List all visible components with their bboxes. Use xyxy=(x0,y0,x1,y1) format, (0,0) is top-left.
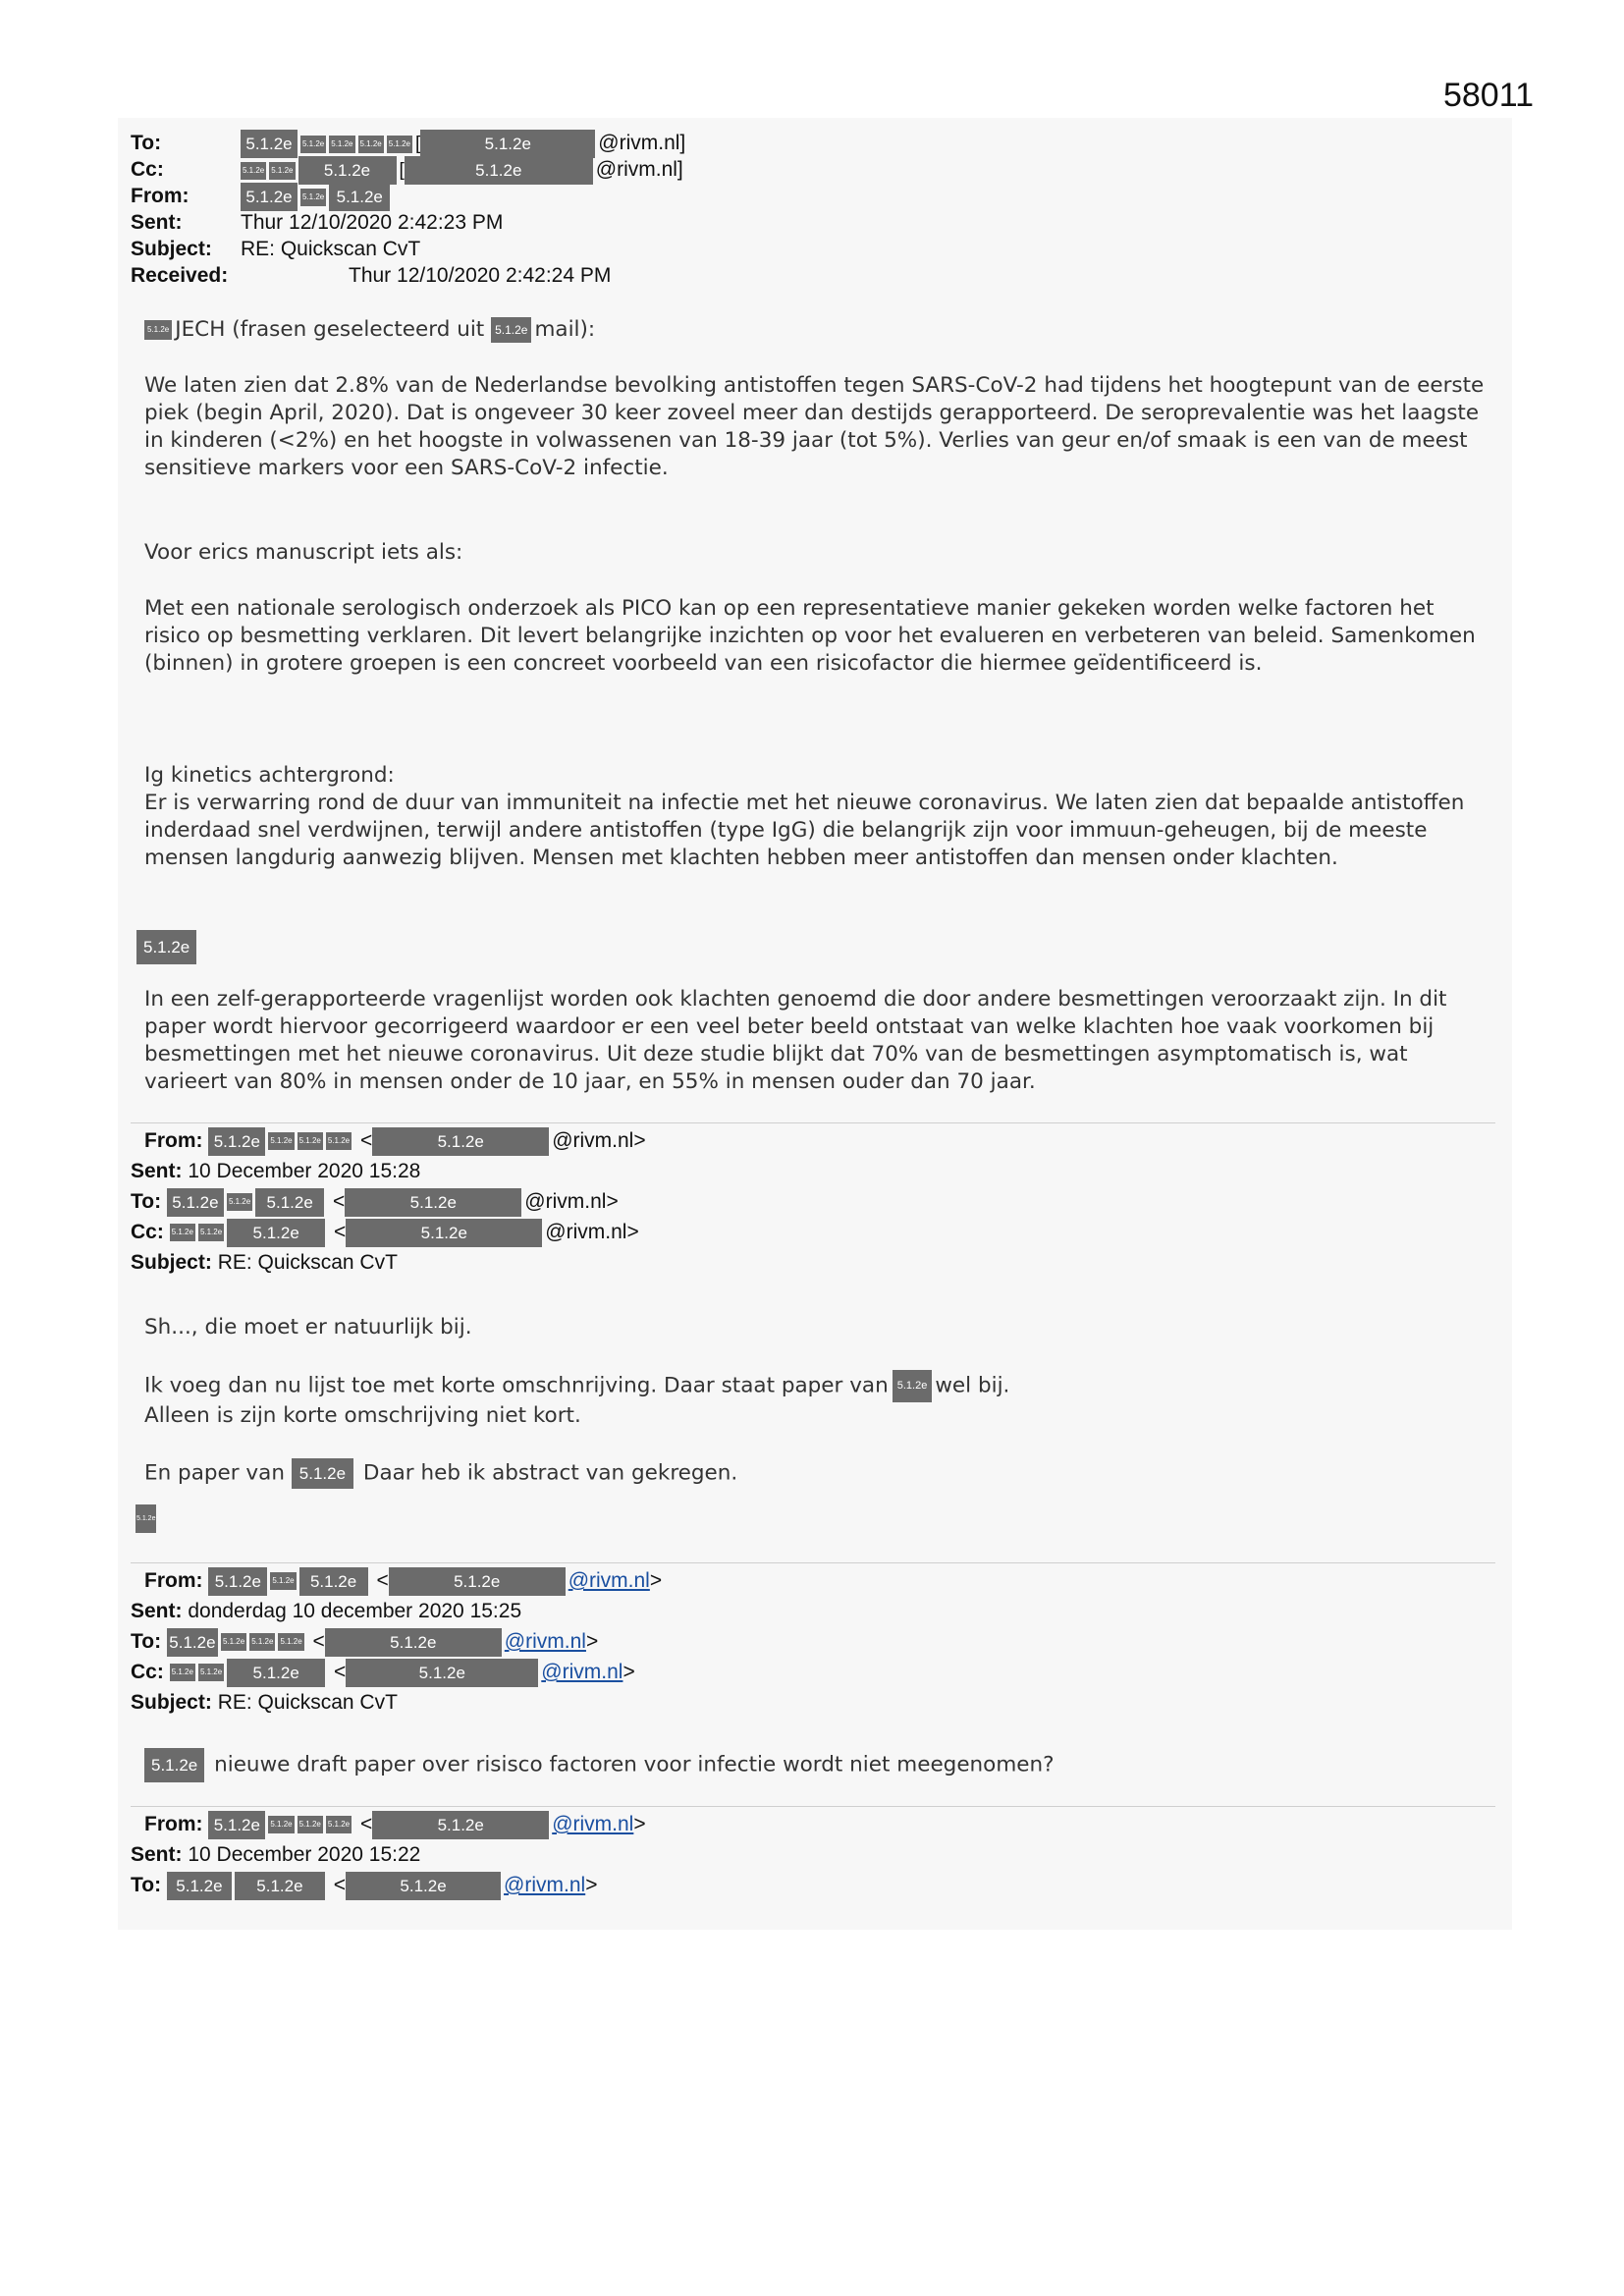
fwd3-from-row xyxy=(131,1809,646,1839)
paragraph-text: Voor erics manuscript iets als: xyxy=(144,540,463,565)
from-label: From: xyxy=(131,185,189,208)
redaction: 5.1.2e xyxy=(167,1872,232,1900)
divider xyxy=(131,1806,1495,1807)
fwd3-sent-row xyxy=(131,1839,646,1870)
fwd1-cc-row xyxy=(131,1217,646,1247)
received-value: Thur 12/10/2020 2:42:24 PM xyxy=(349,264,612,287)
redaction: 5.1.2e xyxy=(208,1567,267,1596)
angle-open: < xyxy=(334,1221,347,1243)
email-link[interactable]: @rivm.nl xyxy=(504,1630,586,1653)
subject-label: Subject: xyxy=(131,238,212,260)
angle-open: < xyxy=(333,1874,347,1896)
divider xyxy=(131,1122,1495,1123)
email-suffix: @rivm.nl> xyxy=(552,1129,646,1152)
redaction: 5.1.2e xyxy=(221,1633,246,1651)
redaction: 5.1.2e xyxy=(135,1504,156,1533)
redaction: 5.1.2e xyxy=(249,1633,275,1651)
email-suffix: @rivm.nl> xyxy=(545,1221,639,1243)
intro-text-end: mail): xyxy=(534,317,596,342)
subject-label: Subject: xyxy=(131,1251,212,1274)
redaction: 5.1.2e xyxy=(268,1132,294,1150)
angle-open: < xyxy=(333,1190,346,1213)
message3 xyxy=(144,1748,1489,1782)
redaction: 5.1.2e xyxy=(299,1567,368,1596)
fwd2-subject-row xyxy=(131,1687,662,1718)
fwd1-to-row xyxy=(131,1186,646,1217)
fwd1-header xyxy=(131,1125,646,1278)
redaction: 5.1.2e xyxy=(269,162,295,180)
sent-label: Sent: xyxy=(131,211,183,234)
message1-paragraph-2 xyxy=(144,539,1489,567)
redaction: 5.1.2e xyxy=(292,1458,353,1489)
message-line: Alleen is zijn korte omschrijving niet kort. xyxy=(144,1403,581,1428)
email-suffix: @rivm.nl> xyxy=(524,1190,619,1213)
to-email-suffix: @rivm.nl] xyxy=(598,132,686,155)
redaction: 5.1.2e xyxy=(167,1628,218,1657)
line-text: En paper van xyxy=(144,1460,285,1486)
redaction: 5.1.2e xyxy=(346,1659,538,1687)
intro-text: JECH (frasen geselecteerd uit xyxy=(175,317,485,342)
subject-value: RE: Quickscan CvT xyxy=(241,238,421,260)
received-label: Received: xyxy=(131,264,229,287)
message-line xyxy=(144,1370,1489,1402)
redaction: 5.1.2e xyxy=(198,1224,224,1241)
header-from-row xyxy=(131,183,393,211)
message-line: Sh..., die moet er natuurlijk bij. xyxy=(144,1315,472,1339)
page-number: 58011 xyxy=(1442,77,1534,114)
angle-close: > xyxy=(649,1569,663,1592)
redaction: 5.1.2e xyxy=(278,1633,303,1651)
fwd2-cc-row xyxy=(131,1657,662,1687)
redaction: 5.1.2e xyxy=(420,130,595,158)
redaction: 5.1.2e xyxy=(346,1872,501,1900)
redaction: 5.1.2e xyxy=(405,156,593,185)
angle-open: < xyxy=(359,1813,373,1835)
angle-close: > xyxy=(585,1874,598,1896)
line-text-end: wel bij. xyxy=(935,1373,1010,1398)
fwd3-header xyxy=(131,1809,646,1900)
redaction: 5.1.2e xyxy=(270,1572,296,1590)
paragraph-text: Er is verwarring rond de duur van immuniteit na infectie met het nieuwe coronavirus. We laten zien dat bepaalde antistoffen inderdaad snel verdwijnen, terwijl andere antistoffen (type IgG) die belangrijk zijn voor immuun-geheugen, bij de meeste mensen langdurig aanwezig blijven. Mensen met klachten hebben meer antistoffen dan mensen onder klachten. xyxy=(144,791,1465,870)
redaction: 5.1.2e xyxy=(300,189,326,206)
redaction: 5.1.2e xyxy=(198,1664,224,1681)
email-link[interactable]: @rivm.nl xyxy=(568,1569,650,1592)
redaction: 5.1.2e xyxy=(346,1219,542,1247)
fwd3-to-row xyxy=(131,1870,646,1900)
header-sent-row xyxy=(131,211,503,235)
redaction: 5.1.2e xyxy=(326,1816,352,1833)
sent-value: 10 December 2020 15:22 xyxy=(188,1843,421,1866)
message-line: nieuwe draft paper over risisco factoren voor infectie wordt niet meegenomen? xyxy=(214,1752,1055,1777)
email-link[interactable]: @rivm.nl xyxy=(541,1661,623,1683)
paragraph-text: We laten zien dat 2.8% van de Nederlandse bevolking antistoffen tegen SARS-CoV-2 had tijdens het hoogtepunt van de eerste piek (begin April, 2020). Dat is ongeveer 30 keer zoveel meer dan destijds gerapporteerd. De seroprevalentie was het laagste in kinderen (<2%) en het hoogste in volwassenen van 18-39 jaar (tot 5%). Verlies van geur en/of smaak is een van de meest sensitieve markers voor een SARS-CoV-2 infectie. xyxy=(144,373,1485,480)
to-label: To: xyxy=(131,1630,162,1653)
redaction: 5.1.2e xyxy=(298,156,397,185)
cc-email-suffix: @rivm.nl] xyxy=(595,158,683,182)
sent-value: 10 December 2020 15:28 xyxy=(188,1160,421,1182)
paragraph-text: Met een nationale serologisch onderzoek als PICO kan op een representatieve manier gekeken worden welke factoren het risico op besmetting verklaren. Dit levert belangrijke inzichten op voor het evalueren en verbeteren van beleid. Samenkomen (binnen) in grotere groepen is een concreet voorbeeld van een risicofactor die hiermee geïdentificeerd is. xyxy=(144,596,1476,676)
subject-value: RE: Quickscan CvT xyxy=(217,1691,398,1714)
redaction: 5.1.2e xyxy=(268,1816,294,1833)
fwd1-from-row xyxy=(131,1125,646,1156)
message1-paragraph-1 xyxy=(144,372,1489,482)
cc-label: Cc: xyxy=(131,1221,164,1243)
angle-open: < xyxy=(312,1630,325,1653)
header-received-row xyxy=(131,264,611,288)
cc-label: Cc: xyxy=(131,1661,164,1683)
redaction: 5.1.2e xyxy=(227,1219,325,1247)
to-label: To: xyxy=(131,1190,162,1213)
fwd2-header xyxy=(131,1565,662,1718)
redaction: 5.1.2e xyxy=(345,1188,521,1217)
from-label: From: xyxy=(144,1813,203,1835)
paragraph-text: In een zelf-gerapporteerde vragenlijst worden ook klachten genoemd die door andere besmettingen veroorzaakt zijn. In dit paper wordt hiervoor gecorrigeerd waardoor er een veel beter beeld ontstaat van welke klachten hoe vaak voorkomen bij besmettingen met het nieuwe coronavirus. Uit deze studie blijkt dat 70% van de besmettingen asymptomatisch is, wat varieert van 80% in mensen onder de 10 jaar, en 55% in mensen ouder dan 70 jaar. xyxy=(144,987,1447,1094)
redaction: 5.1.2e xyxy=(227,1659,325,1687)
from-label: From: xyxy=(144,1129,203,1152)
redaction: 5.1.2e xyxy=(298,1816,323,1833)
header-cc-row: Cc: 5.1.2e 5.1.2e 5.1.2e [ 5.1.2e @rivm.nl] xyxy=(131,156,683,185)
message1-intro xyxy=(144,316,1489,344)
divider xyxy=(131,1562,1495,1563)
redaction: 5.1.2e xyxy=(241,183,298,211)
message1-paragraph-3 xyxy=(144,595,1489,678)
message1-paragraph-4 xyxy=(144,762,1489,872)
redaction: 5.1.2e xyxy=(491,317,531,343)
angle-open: < xyxy=(334,1661,347,1683)
redaction: 5.1.2e xyxy=(136,930,196,964)
redaction: 5.1.2e xyxy=(298,1132,323,1150)
sent-value: Thur 12/10/2020 2:42:23 PM xyxy=(241,211,504,234)
redaction: 5.1.2e xyxy=(372,1127,549,1156)
angle-open: < xyxy=(376,1569,389,1592)
redaction: 5.1.2e xyxy=(167,1188,224,1217)
to-label: To: xyxy=(131,1874,162,1896)
redaction: 5.1.2e xyxy=(255,1188,324,1217)
redaction: 5.1.2e xyxy=(326,1132,352,1150)
message1-paragraph-5 xyxy=(144,986,1489,1096)
redaction: 5.1.2e xyxy=(144,320,172,340)
angle-close: > xyxy=(633,1813,646,1835)
fwd1-sent-row xyxy=(131,1156,646,1186)
line-text: Ik voeg dan nu lijst toe met korte omschnrijving. Daar staat paper van xyxy=(144,1373,889,1398)
redaction: 5.1.2e xyxy=(893,1370,933,1402)
from-label: From: xyxy=(144,1569,203,1592)
redaction: 5.1.2e xyxy=(325,1628,502,1657)
angle-close: > xyxy=(623,1661,635,1683)
redaction: 5.1.2e xyxy=(241,130,298,158)
redaction: 5.1.2e xyxy=(372,1811,549,1839)
fwd2-sent-row xyxy=(131,1596,662,1626)
header-to-row: To: 5.1.2e 5.1.2e 5.1.2e 5.1.2e 5.1.2e [ 5.1.2e @rivm.nl] xyxy=(131,130,685,158)
subject-value: RE: Quickscan CvT xyxy=(217,1251,398,1274)
redaction-block xyxy=(135,1504,159,1533)
sent-label: Sent: xyxy=(131,1160,183,1182)
redaction: 5.1.2e xyxy=(329,183,390,211)
angle-open: < xyxy=(359,1129,373,1152)
header-subject-row xyxy=(131,238,420,261)
redaction: 5.1.2e xyxy=(300,136,326,153)
redaction: 5.1.2e xyxy=(235,1872,325,1900)
to-label: To: xyxy=(131,132,162,155)
angle-close: > xyxy=(585,1630,599,1653)
redaction: 5.1.2e xyxy=(389,1567,566,1596)
line-text-end: Daar heb ik abstract van gekregen. xyxy=(362,1460,738,1486)
redaction: 5.1.2e xyxy=(170,1664,195,1681)
subject-label: Subject: xyxy=(131,1691,212,1714)
redaction-block xyxy=(136,930,199,964)
message2 xyxy=(144,1314,1489,1489)
paragraph-title: Ig kinetics achtergrond: xyxy=(144,763,395,788)
redaction: 5.1.2e xyxy=(329,136,354,153)
sent-label: Sent: xyxy=(131,1843,183,1866)
redaction: 5.1.2e xyxy=(144,1748,204,1782)
email-link[interactable]: @rivm.nl xyxy=(504,1874,586,1896)
redaction: 5.1.2e xyxy=(170,1224,195,1241)
fwd1-subject-row xyxy=(131,1247,646,1278)
cc-label: Cc: xyxy=(131,158,164,182)
message-line xyxy=(144,1458,1489,1489)
sent-value: donderdag 10 december 2020 15:25 xyxy=(188,1600,522,1622)
fwd2-to-row xyxy=(131,1626,662,1657)
email-link[interactable]: @rivm.nl xyxy=(552,1813,634,1835)
redaction: 5.1.2e xyxy=(241,162,266,180)
redaction: 5.1.2e xyxy=(208,1811,265,1839)
redaction: 5.1.2e xyxy=(387,136,412,153)
redaction: 5.1.2e xyxy=(227,1193,252,1211)
redaction: 5.1.2e xyxy=(208,1127,265,1156)
redaction: 5.1.2e xyxy=(358,136,384,153)
sent-label: Sent: xyxy=(131,1600,183,1622)
fwd2-from-row xyxy=(131,1565,662,1596)
